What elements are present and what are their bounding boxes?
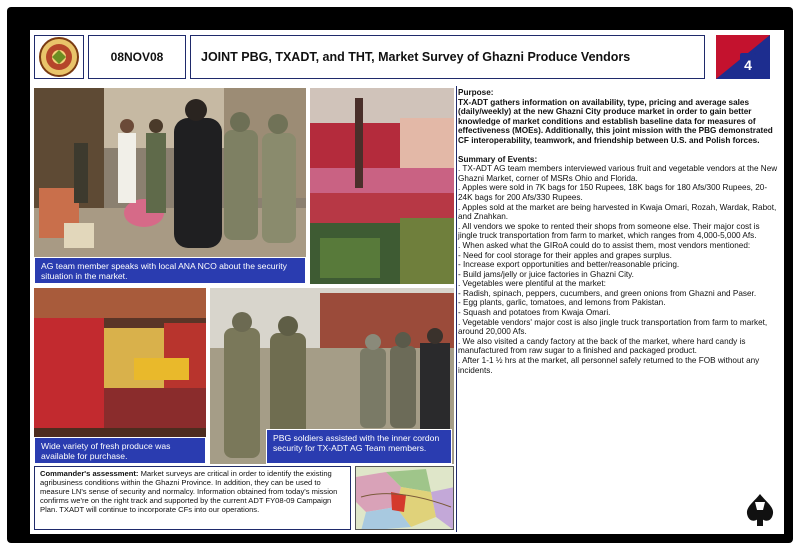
purpose-heading: Purpose: [458, 88, 494, 97]
unit-patch-icon [716, 35, 770, 79]
summary-line: . When asked what the GIRoA could do to assist them, most vendors mentioned: [458, 240, 751, 250]
summary-heading: Summary of Events: [458, 154, 538, 164]
summary-line: . Vegetable vendors' major cost is also jingle truck transportation from farm to market, around 20,000 Afs. [458, 317, 768, 337]
province-map [355, 466, 454, 530]
unit-patch [709, 35, 777, 79]
caption-photo3: Wide variety of fresh produce was available for purchase. [34, 437, 206, 464]
slide-frame [7, 7, 793, 543]
unit-seal-icon [37, 37, 81, 77]
summary-line: . Vegetables were plentiful at the market: [458, 279, 606, 289]
province-map-icon [356, 467, 454, 530]
patch-number: 4 [744, 57, 752, 73]
summary-line: - Build jams/jelly or juice factories in Ghazni City. [458, 269, 634, 279]
summary-line: . Apples were sold in 7K bags for 150 Rupees, 18K bags for 180 Afs/300 Rupees, 20-24K bags for 200 Afs/330 Rupees. [458, 183, 768, 202]
spade-emblem-icon [742, 492, 778, 528]
summary-line: - Increase export opportunities and better/reasonable pricing. [458, 260, 680, 270]
commanders-assessment-label: Commander's assessment: [40, 469, 139, 478]
summary-line: . After 1-1 ½ hrs at the market, all personnel safely returned to the FOB without any incidents. [458, 356, 760, 375]
commanders-assessment-text: Market surveys are critical in order to identify the existing agribusiness conditions within the Ghazni Province. In addition, they can be used to measure LN's sense of security and normalcy. Information obtained from today's mission confirms we're on the right track and supported by the current ADT FY08-09 Campaign Plan. TXADT will continue to incorporate CFs into our operations. [40, 469, 338, 514]
caption-photo4: PBG soldiers assisted with the inner cordon security for TX-ADT AG Team members. [266, 429, 452, 464]
summary-line: . TX-ADT AG team members interviewed various fruit and vegetable vendors at the New Ghazni Market, corner of MSRs Ohio and Florida. [458, 164, 778, 183]
division-emblem [742, 492, 778, 528]
summary-line: - Need for cool storage for their apples and grapes surplus. [458, 250, 672, 260]
summary-line: . Apples sold at the market are being harvested in Kwaja Omari, Rozah, Wardak, Rabot, and Znahkan. [458, 202, 777, 222]
slide [30, 30, 784, 534]
column-divider [456, 86, 457, 532]
summary-line: . All vendors we spoke to rented their shops from someone else. Their major cost is jingle truck transportation from farm to market, which ranges from 4,000-5,000 Afs. [458, 221, 760, 241]
commanders-assessment [34, 466, 351, 530]
photo-soldiers-market [34, 88, 306, 284]
summary-list [458, 164, 780, 375]
slide-title: JOINT PBG, TXADT, and THT, Market Survey of Ghazni Produce Vendors [190, 35, 705, 79]
summary-line: - Radish, spinach, peppers, cucumbers, and green onions from Ghazni and Paser. [458, 288, 757, 298]
caption-photo1: AG team member speaks with local ANA NCO about the security situation in the market. [34, 257, 306, 284]
photo-produce-stall [310, 88, 454, 284]
date-label: 08NOV08 [88, 35, 186, 79]
summary-line: . We also visited a candy factory at the back of the market, where hard candy is manufactured from raw sugar to a finished and packaged product. [458, 336, 746, 356]
purpose-text: TX-ADT gathers information on availability, type, pricing and average sales (daily/weekly) at the new Ghazni City produce market in order to gain better knowledge of market conditions and establish baseline data for measures of effectiveness (MOEs). Additionally, this joint mission with the PBG demonstrated CF interoperability, teamwork, and friendship between U.S. and Polish forces. [458, 97, 773, 145]
unit-seal [34, 35, 84, 79]
summary-line: - Squash and potatoes from Kwaja Omari. [458, 308, 611, 318]
summary-line: - Egg plants, garlic, tomatoes, and lemons from Pakistan. [458, 298, 666, 308]
report-text-column [458, 88, 780, 529]
